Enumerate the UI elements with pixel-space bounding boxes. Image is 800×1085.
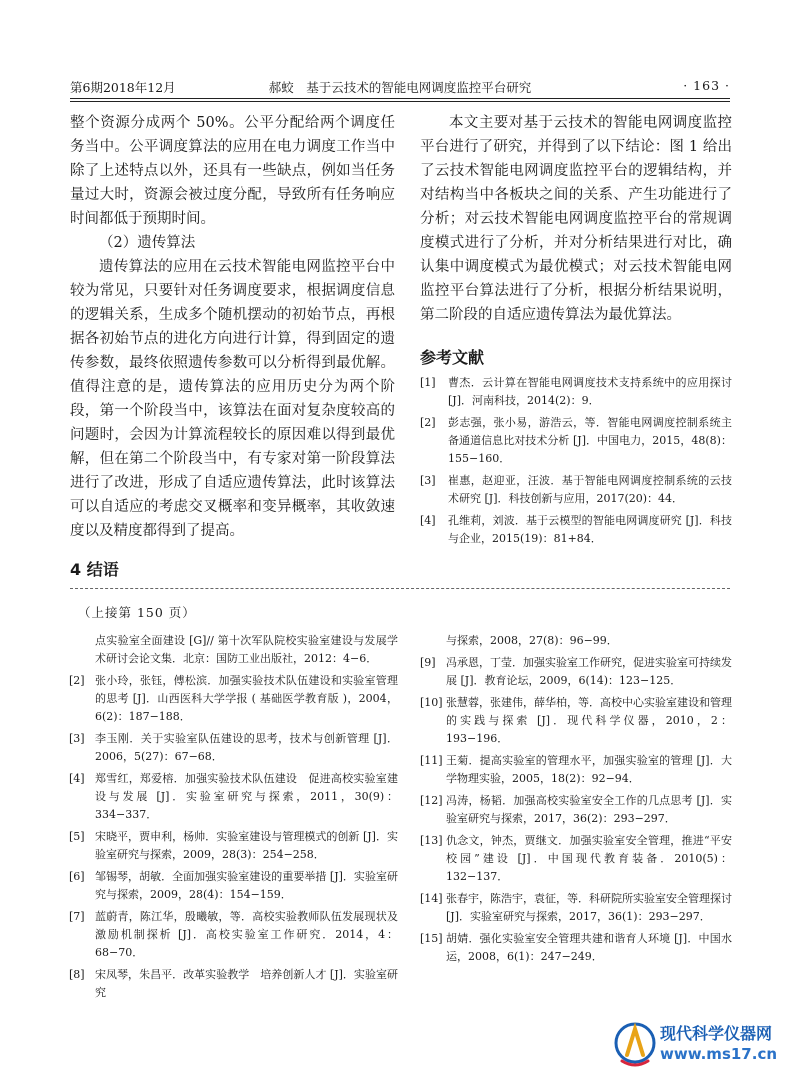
reference-text: 张小玲，张钰，傅松滨．加强实验技术队伍建设和实验室管理的思考 [J]．山西医科大学学报 ( 基础医学教育版 )，2004，6(2)：187−188． <box>95 674 398 723</box>
reference-item <box>69 730 398 766</box>
reference-item <box>420 512 732 548</box>
reference-item <box>95 632 398 668</box>
paragraph-continued: 整个资源分成两个 50%。公平分配给两个调度任务当中。公平调度算法的应用在电力调度工作当中除了上述特点以外，还具有一些缺点，例如当任务量过大时，资源会被过度分配，导致所有任务响应时间都低于预期时间。 <box>70 115 395 227</box>
microscope-logo-icon <box>612 1015 658 1069</box>
reference-item <box>420 414 732 468</box>
watermark-site-name: 现代科学仪器网 <box>660 1024 773 1043</box>
subheading-genetic-algorithm: （2）遗传算法 <box>99 235 196 251</box>
reference-text: 孔维莉，刘波．基于云模型的智能电网调度研究 [J]．科技与企业，2015(19)：81+84． <box>448 514 732 545</box>
header-title: 郝蛟 基于云技术的智能电网调度监控平台研究 <box>268 80 532 95</box>
reference-number: [6] <box>69 870 85 883</box>
reference-text: 王菊．提高实验室的管理水平，加强实验室的管理 [J]．大学物理实验，2005，18(2)：92−94． <box>446 754 732 785</box>
reference-text: 李玉刚．关于实验室队伍建设的思考，技术与创新管理 [J]．2006，5(27)：67−68． <box>95 732 398 763</box>
header-rule <box>70 98 730 99</box>
reference-number: [13] <box>420 834 443 847</box>
reference-item <box>420 374 732 410</box>
reference-item <box>69 966 398 1002</box>
reference-item <box>420 472 732 508</box>
header-rule-thin <box>70 101 730 102</box>
reference-number: [15] <box>420 932 443 945</box>
reference-item <box>420 832 732 886</box>
paragraph-genetic-algorithm: 遗传算法的应用在云技术智能电网监控平台中较为常见，只要针对任务调度要求，根据调度信息的逻辑关系，生成多个随机摆动的初始节点，再根据各初始节点的进化方向进行计算，得到固定的遗传参数，最终依照遗传参数可以分析得到最优解。值得注意的是，遗传算法的应用历史分为两个阶段，第一个阶段当中，该算法在面对复杂度较高的问题时，会因为计算流程较长的原因难以得到最优解，但在第二个阶段当中，有专家对第一阶段算法进行了改进，形成了自适应遗传算法，此时该算法可以自适应的考虑交叉概率和变异概率，其收敛速度以及精度都得到了提高。 <box>70 259 395 539</box>
section-divider <box>70 588 730 589</box>
reference-text: 邹锡琴，胡敏．全面加强实验室建设的重要举措 [J]．实验室研究与探索，2009，28(4)：154−159． <box>95 870 398 901</box>
reference-number: [11] <box>420 754 443 767</box>
right-column <box>420 111 732 552</box>
reference-item <box>420 792 732 828</box>
reference-item <box>420 890 732 926</box>
reference-number: [8] <box>69 968 85 981</box>
reference-list <box>420 374 732 548</box>
reference-text: 蓝蔚青，陈江华，殷曦敏，等．高校实验教师队伍发展现状及激励机制探析 [J]．高校实验室工作研究．2014，4：68−70． <box>95 910 398 959</box>
continued-refs-left <box>69 632 398 1006</box>
reference-text: 张春宇，陈浩宇，袁征，等．科研院所实验室安全管理探讨 [J]．实验室研究与探索，2017，36(1)：293−297． <box>446 892 732 923</box>
reference-item <box>69 770 398 824</box>
reference-item <box>69 868 398 904</box>
reference-item <box>69 828 398 864</box>
paragraph-conclusion: 本文主要对基于云技术的智能电网调度监控平台进行了研究，并得到了以下结论：图 1 给出了云技术智能电网调度监控平台的逻辑结构，并对结构当中各板块之间的关系、产生功能进行了分析；对云技术智能电网调度监控平台的常规调度模式进行了分析，并对分析结果进行对比，确认集中调度模式为最优模式；对云技术智能电网监控平台算法进行了分析，根据分析结果说明，第二阶段的自适应遗传算法为最优算法。 <box>420 115 732 323</box>
reference-item <box>420 752 732 788</box>
reference-item <box>420 654 732 690</box>
reference-number: [10] <box>420 696 443 709</box>
reference-text: 胡婧．强化实验室安全管理共建和谐育人环境 [J]．中国水运，2008，6(1)：247−249． <box>446 932 732 963</box>
reference-item <box>69 672 398 726</box>
reference-number: [7] <box>69 910 85 923</box>
reference-number: [4] <box>420 514 436 527</box>
section-heading-conclusion: 4 结语 <box>70 560 119 579</box>
continued-label: （上接第 150 页） <box>78 605 196 620</box>
reference-item <box>420 632 732 650</box>
reference-number: [14] <box>420 892 443 905</box>
reference-number: [3] <box>69 732 85 745</box>
reference-text: 宋晓平，贾申利，杨帅．实验室建设与管理模式的创新 [J]．实验室研究与探索，2009，28(3)：254−258． <box>95 830 398 861</box>
reference-item <box>69 908 398 962</box>
site-watermark[interactable] <box>612 1015 782 1071</box>
reference-item <box>420 694 732 748</box>
reference-text: 曹杰．云计算在智能电网调度技术支持系统中的应用探讨 [J]．河南科技，2014(2)：9． <box>448 376 732 407</box>
reference-text: 点实验室全面建设 [G]// 第十次军队院校实验室建设与发展学术研讨会论文集．北京：国防工业出版社，2012：4−6． <box>95 634 398 665</box>
reference-text: 彭志强，张小易，游浩云，等．智能电网调度控制系统主备通道信息比对技术分析 [J]．中国电力，2015，48(8)：155−160． <box>448 416 732 465</box>
reference-number <box>420 632 446 650</box>
reference-text: 仇念文，钟杰，贾继文．加强实验室安全管理，推进“平安校园”建设 [J]．中国现代教育装备．2010(5)：132−137． <box>446 834 732 883</box>
reference-text: 冯涛，杨韬．加强高校实验室安全工作的几点思考 [J]．实验室研究与探索，2017，36(2)：293−297． <box>446 794 732 825</box>
reference-number: [5] <box>69 830 85 843</box>
reference-text: 张慧蓉，张建伟，薛华柏，等．高校中心实验室建设和管理的实践与探索 [J]．现代科学仪器，2010，2：193−196． <box>446 696 732 745</box>
reference-item <box>420 930 732 966</box>
references-heading: 参考文献 <box>420 348 485 367</box>
watermark-url: www.ms17.cn <box>660 1045 778 1063</box>
reference-text: 冯承恩，丁莹．加强实验室工作研究，促进实验室可持续发展 [J]．教育论坛，2009，6(14)：123−125． <box>446 656 732 687</box>
header-issue: 第6期2018年12月 <box>70 80 176 95</box>
reference-number: [4] <box>69 772 85 785</box>
reference-number: [9] <box>420 656 436 669</box>
reference-text: 崔惠，赵迎亚，汪波．基于智能电网调度控制系统的云技术研究 [J]．科技创新与应用，2017(20)：44． <box>448 474 732 505</box>
reference-text: 宋凤琴，朱昌平．改革实验教学 培养创新人才 [J]．实验室研究 <box>95 968 398 999</box>
reference-number: [2] <box>420 416 436 429</box>
left-column <box>70 111 395 580</box>
reference-number: [2] <box>69 674 85 687</box>
header-page-number: · 163 · <box>683 78 730 93</box>
reference-text: 与探索，2008，27(8)：96−99． <box>446 634 618 647</box>
reference-number: [12] <box>420 794 443 807</box>
continued-refs-right <box>420 632 732 974</box>
reference-number: [3] <box>420 474 436 487</box>
reference-number: [1] <box>420 376 436 389</box>
reference-text: 郑雪红，郑爱榕．加强实验技术队伍建设 促进高校实验室建设与发展 [J]．实验室研究与探索，2011，30(9)：334−337． <box>95 772 398 821</box>
